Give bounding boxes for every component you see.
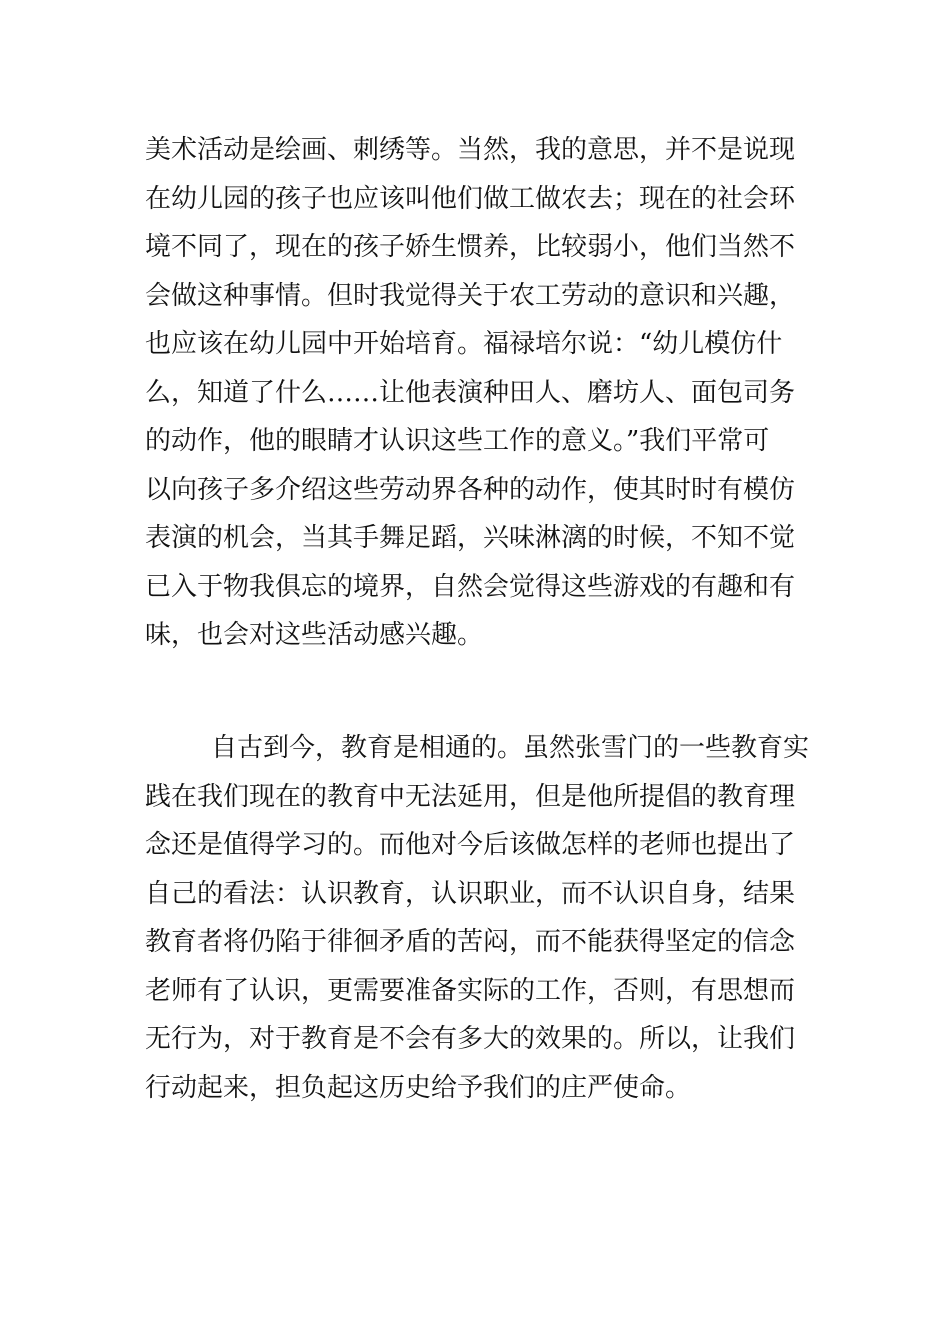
paragraph-line: 在幼儿园的孩子也应该叫他们做工做农去；现在的社会环 [145, 183, 796, 214]
paragraph-line: 的动作，他的眼睛才认识这些工作的意义。”我们平常可 [145, 426, 770, 456]
paragraph-line: 老师有了认识，更需要准备实际的工作，否则，有思想而 [145, 975, 796, 1006]
paragraph-line: 行动起来，担负起这历史给予我们的庄严使命。 [145, 1072, 692, 1103]
paragraph-line: 表演的机会，当其手舞足蹈，兴味淋漓的时候，不知不觉 [145, 523, 796, 553]
paragraph-line: 念还是值得学习的。而他对今后该做怎样的老师也提出了 [145, 830, 796, 860]
paragraph-line: 么，知道了什么……让他表演种田人、磨坊人、面包司务 [145, 377, 796, 408]
paragraph-1 [145, 126, 815, 660]
paragraph-line: 已入于物我俱忘的境界，自然会觉得这些游戏的有趣和有 [145, 571, 796, 602]
paragraph-line: 践在我们现在的教育中无法延用，但是他所提倡的教育理 [145, 781, 796, 812]
paragraph-line: 会做这种事情。但时我觉得关于农工劳动的意识和兴趣， [145, 280, 796, 311]
paragraph-line: 自古到今，教育是相通的。虽然张雪门的一些教育实 [211, 733, 810, 763]
paragraph-line: 无行为，对于教育是不会有多大的效果的。所以，让我们 [145, 1024, 796, 1054]
paragraph-2 [145, 724, 815, 1112]
paragraph-line: 境不同了，现在的孩子娇生惯养，比较弱小，他们当然不 [145, 232, 796, 262]
paragraph-line: 也应该在幼儿园中开始培育。福禄培尔说：“幼儿模仿什 [145, 329, 783, 359]
paragraph-line: 美术活动是绘画、刺绣等。当然，我的意思，并不是说现 [145, 135, 796, 165]
paragraph-line: 教育者将仍陷于徘徊矛盾的苦闷，而不能获得坚定的信念 [145, 927, 796, 957]
paragraph-line: 以向孩子多介绍这些劳动界各种的动作，使其时时有模仿 [145, 474, 796, 505]
paragraph-line: 自己的看法：认识教育，认识职业，而不认识自身，结果 [145, 878, 796, 909]
paragraph-line: 味，也会对这些活动感兴趣。 [145, 620, 484, 650]
